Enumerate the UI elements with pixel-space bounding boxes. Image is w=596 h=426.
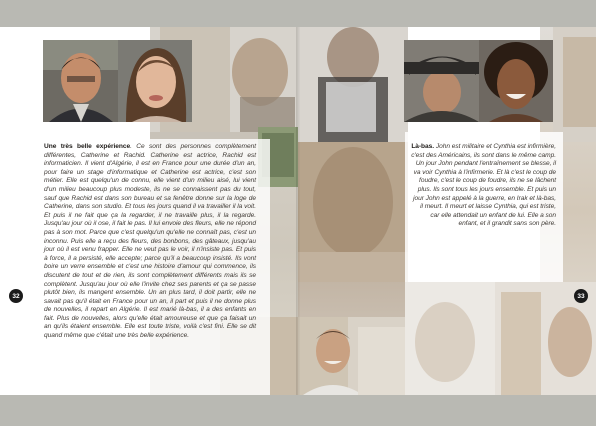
story-title-right: Là-bas. [411,143,435,150]
collage-photo-top-center [298,27,408,142]
book-spread [0,27,596,395]
photo-rachid [43,40,118,122]
gutter-shadow [296,27,300,395]
photo-catherine [118,40,192,122]
page-number-left: 32 [9,289,23,303]
story-body-right: John est militaire et Cynthia est infirmière, c'est des Américains, ils sont dans le même camp. Un jour John pendant l'entraînement se blesse, il va voir Cynthia à l'infirmerie. Et là c'est le coup de foudre, c'est le coup de foudre, ils ne se lâchent plus. Ils sont tous les jours ensemble. Et puis un jour John est appelé à la guerre, en Irak et là-bas, il meurt. Il meurt et laisse Cynthia, qui est triste, car elle attendait un enfant de lui. Elle a son enfant, et il grandit sans son père. [411,143,556,228]
photo-man-smiling [298,317,408,395]
photo-cynthia [479,40,553,122]
page-number-right: 33 [574,289,588,303]
collage-photo-bottom-center [405,282,495,395]
story-text-left [44,143,256,341]
story-text-right [410,143,556,229]
story-body-left: . Ce sont des personnes complètement différentes, Catherine et Rachid. Catherine est actrice, Rachid est informaticien. Il vient d'Algérie, il est en France pour une durée d'un an, pour faire un stage d'informatique et Catherine est actrice, c'est son métier. Elle est quelqu'un de connu, elle vient d'un milieu aisé, lui vient d'un milieu beaucoup plus modeste, ils ne se connaissent pas du tout, sauf que Rachid est dans son bureau et sa fenêtre donne sur la loge de Catherine, dans son studio. Et tous les jours quand il va travailler il la voit. Et puis il ne fait que ça la regarder, il ne travaille plus, il la regarde. Jusqu'au jour où il ose, il fait le pas. Il lui envoie des fleurs, elle ne répond pas à son mot. Parce que c'est quelqu'un qu'elle ne connaît pas, c'est un inconnu. Puis elle a reçu des fleurs, des bonbons, des gâteaux, jusqu'au jour où il est venu frapper. Elle ne veut pas le voir, il n'insiste pas. Et puis à force, il a persisté, elle accepte; parce qu'il a beaucoup insisté. Ils vont boire un verre ensemble et c'est une histoire d'amour qui commence, ils discutent de tout et de rien, ils sont complètement différents mais ils se complètent. Jusqu'au jour où elle l'invite chez ses parents et ça se passe plutôt bien, ils mangent ensemble. Un an plus tard, il doit partir, elle ne savait pas qu'il était en France pour un an, il part et puis il ne donne plus de nouvelles, il repart en Algérie. Il est marié là-bas, il a des enfants en fait. Plus de nouvelles, alors qu'elle était amoureuse et que ça faisait un an qu'ils étaient ensemble. Elle est toute triste, voilà c'est fini. Elle se dit quand même que c'était une très belle expérience. [44,143,257,340]
collage-photo-middle [298,142,408,282]
story-title-left: Une très belle expérience [44,143,131,150]
photo-john [404,40,479,122]
collage-photo-top-right [553,27,596,142]
